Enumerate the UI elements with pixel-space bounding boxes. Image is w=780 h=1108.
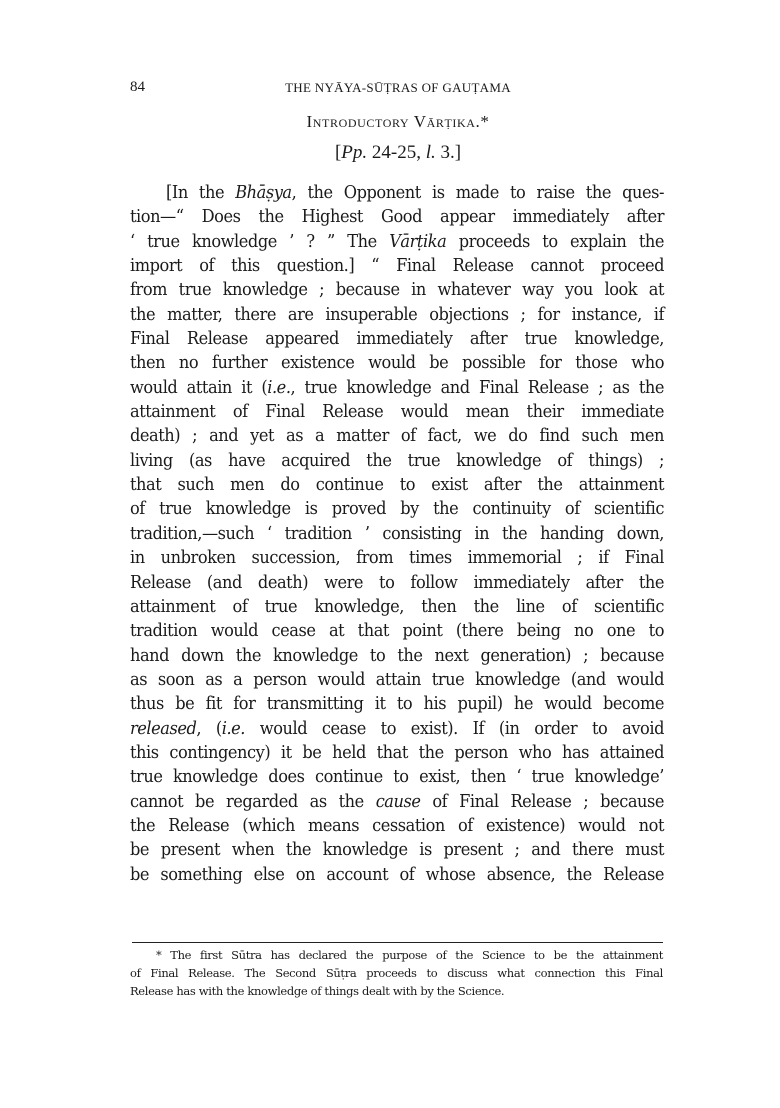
text-line xyxy=(130,668,664,692)
text-run: proceeds to explain the xyxy=(446,230,664,252)
text-line xyxy=(130,303,664,327)
italic-term: released xyxy=(130,717,197,739)
text-run: , ( xyxy=(196,717,222,739)
text-line xyxy=(130,546,664,570)
text-line xyxy=(130,644,664,668)
text-line xyxy=(130,741,664,765)
ref-line: 3.] xyxy=(435,142,462,163)
italic-term: i.e. xyxy=(267,376,291,398)
text-line xyxy=(130,838,664,862)
text-line xyxy=(130,230,664,254)
section-title: Introductory Vārṭika.* xyxy=(306,112,490,131)
italic-term: Vārṭika xyxy=(389,230,447,252)
text-run: , the Opponent is made to raise the ques- xyxy=(291,182,664,203)
page-number: 84 xyxy=(130,79,145,95)
footnote-line: * The first Sūtra has declared the purpose of the Science to be the attainment xyxy=(156,948,663,962)
ref-pages: 24-25, xyxy=(367,142,426,163)
text-run: would cease to exist). If (in order to avoid xyxy=(245,717,664,739)
text-run: of true knowledge is proved by the continuity of scientific xyxy=(130,498,664,520)
text-line xyxy=(130,424,664,448)
text-run: tion—“ Does the Highest Good appear immediately after xyxy=(130,206,664,228)
footnote-line: Release has with the knowledge of things dealt with by the Science. xyxy=(130,984,505,998)
text-line xyxy=(130,790,664,814)
italic-term: i.e. xyxy=(221,717,245,739)
text-run: hand down the knowledge to the next generation) ; because xyxy=(130,644,664,666)
text-run: tradition would cease at that point (there being no one to xyxy=(130,620,664,642)
text-line xyxy=(130,181,664,205)
text-run: be present when the knowledge is present ; and there must xyxy=(130,839,664,861)
text-line xyxy=(130,619,664,643)
text-line xyxy=(130,522,664,546)
text-run: in unbroken succession, from times immemorial ; if Final xyxy=(130,547,664,569)
page-reference xyxy=(130,142,666,164)
text-line xyxy=(130,351,664,375)
text-run: cannot be regarded as the xyxy=(130,790,376,812)
text-line xyxy=(130,717,664,741)
text-run: of Final Release ; because xyxy=(420,790,664,812)
text-line xyxy=(130,205,664,229)
text-run: , true knowledge and Final Release ; as the xyxy=(290,376,665,398)
ref-pages-label: Pp. xyxy=(341,142,368,163)
text-run: this contingency) it be held that the person who has attained xyxy=(130,741,664,763)
text-line xyxy=(130,814,664,838)
text-line xyxy=(130,595,664,619)
text-line xyxy=(130,278,664,302)
text-run: ‘ true knowledge ’ ? ” The xyxy=(130,230,390,252)
text-run: be something else on account of whose absence, the Release xyxy=(130,863,664,885)
text-line xyxy=(130,765,664,789)
text-run: from true knowledge ; because in whatever way you look at xyxy=(130,279,664,301)
text-run: Final Release appeared immediately after true knowledge, xyxy=(130,328,664,350)
text-run: true knowledge does continue to exist, then ‘ true knowledge’ xyxy=(130,766,664,788)
text-run: [In the xyxy=(166,182,236,203)
text-line xyxy=(130,571,664,595)
ref-open-bracket: [ xyxy=(334,142,342,163)
text-line xyxy=(130,497,664,521)
text-line xyxy=(130,473,664,497)
text-line xyxy=(130,376,664,400)
text-run: attainment of Final Release would mean their immediate xyxy=(130,401,664,423)
text-run: that such men do continue to exist after the attainment xyxy=(130,474,664,496)
text-run: living (as have acquired the true knowledge of things) ; xyxy=(130,449,664,471)
text-run: then no further existence would be possible for those who xyxy=(130,352,664,374)
italic-term: Bhāṣya xyxy=(235,182,292,203)
text-line xyxy=(130,254,664,278)
ref-line-label: l. xyxy=(425,142,436,163)
footnote xyxy=(130,946,663,1000)
footnote-divider xyxy=(132,942,663,943)
italic-term: cause xyxy=(375,790,421,812)
text-run: thus be fit for transmitting it to his pupil) he would become xyxy=(130,693,664,715)
text-run: import of this question.] “ Final Release cannot proceed xyxy=(130,255,664,277)
text-run: would attain it ( xyxy=(130,376,268,398)
text-run: the Release (which means cessation of existence) would not xyxy=(130,814,664,836)
text-run: death) ; and yet as a matter of fact, we do find such men xyxy=(130,425,664,447)
text-line xyxy=(130,327,664,351)
text-run: as soon as a person would attain true knowledge (and would xyxy=(130,668,664,690)
text-run: attainment of true knowledge, then the line of scientific xyxy=(130,595,664,617)
footnote-line: of Final Release. The Second Sūṭra proceeds to discuss what connection this Final xyxy=(130,966,663,980)
text-line xyxy=(130,400,664,424)
text-run: tradition,—such ‘ tradition ’ consisting in the handing down, xyxy=(130,522,664,544)
body-paragraph xyxy=(130,181,664,887)
text-line xyxy=(130,692,664,716)
text-run: the matter, there are insuperable objections ; for instance, if xyxy=(130,303,664,325)
running-head: THE NYĀYA-SŪṬRAS OF GAUṬAMA xyxy=(285,80,511,95)
text-line xyxy=(130,449,664,473)
text-run: Release (and death) were to follow immediately after the xyxy=(130,571,664,593)
text-line xyxy=(130,863,664,887)
